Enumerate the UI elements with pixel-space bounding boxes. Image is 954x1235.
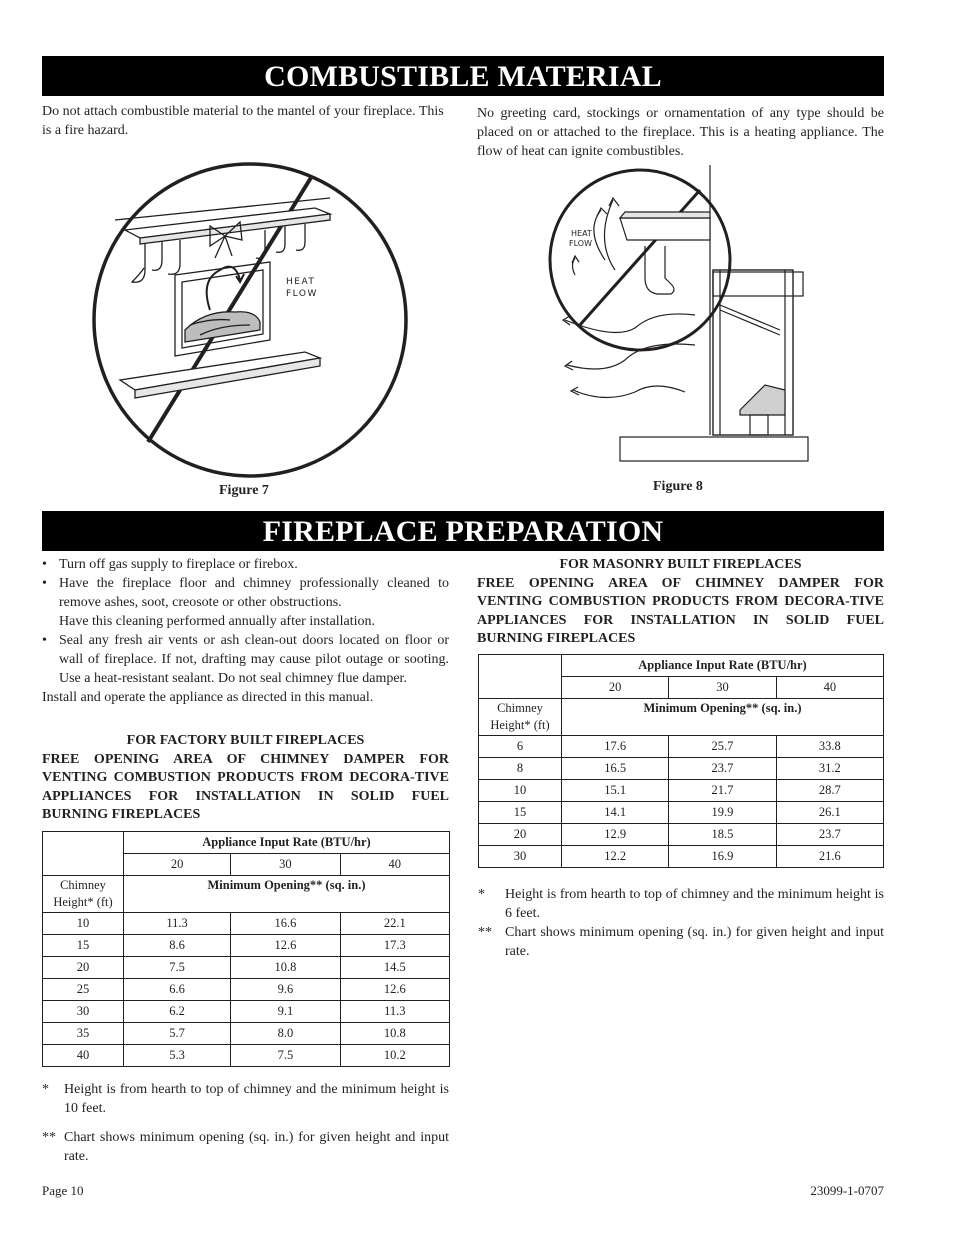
- bullet-item: [42, 574, 449, 631]
- svg-text:FLOW: FLOW: [286, 289, 318, 299]
- table-cell: 30: [479, 846, 562, 868]
- rate-cell: 20: [562, 677, 669, 699]
- table-cell: 20: [43, 957, 124, 979]
- table-cell: 22.1: [340, 913, 449, 935]
- masonry-heading: [477, 556, 884, 649]
- table-cell: 8.0: [231, 1023, 340, 1045]
- table-cell: 10: [43, 913, 124, 935]
- masonry-table: [478, 654, 884, 868]
- table-row: [479, 699, 884, 736]
- table-cell: 16.6: [231, 913, 340, 935]
- table-cell: 12.6: [340, 979, 449, 1001]
- bullet-item-subtext: Have this cleaning performed annually after installation.: [59, 614, 376, 629]
- table-row: [479, 824, 884, 846]
- footnote-text: Chart shows minimum opening (sq. in.) for given height and input rate.: [64, 1130, 449, 1164]
- height-header: Chimney Height* (ft): [479, 699, 562, 736]
- table-cell: 7.5: [124, 957, 231, 979]
- table-cell: [43, 832, 124, 876]
- figure-8-caption: Figure 8: [653, 479, 703, 494]
- masonry-notes: [478, 885, 884, 961]
- svg-text:FLOW: FLOW: [569, 239, 592, 248]
- table-cell: [479, 655, 562, 699]
- table-row: [43, 913, 450, 935]
- factory-notes: [42, 1080, 449, 1166]
- table-cell: 7.5: [231, 1045, 340, 1067]
- table-row: [479, 736, 884, 758]
- table-cell: 15: [479, 802, 562, 824]
- rate-cell: 40: [776, 677, 883, 699]
- table-cell: 14.1: [562, 802, 669, 824]
- table-row: [43, 832, 450, 854]
- footnote: [478, 923, 884, 961]
- table-cell: 12.2: [562, 846, 669, 868]
- footnote-text: Height is from hearth to top of chimney and the minimum height is 10 feet.: [64, 1082, 449, 1116]
- table-cell: 6.6: [124, 979, 231, 1001]
- table-cell: 10.8: [231, 957, 340, 979]
- table-cell: 5.7: [124, 1023, 231, 1045]
- table-row: [479, 758, 884, 780]
- table-cell: 23.7: [776, 824, 883, 846]
- table-row: [43, 935, 450, 957]
- table-cell: 5.3: [124, 1045, 231, 1067]
- table-cell: 17.3: [340, 935, 449, 957]
- factory-heading: [42, 732, 449, 825]
- svg-text:HEAT: HEAT: [571, 229, 592, 238]
- bullet-item-text: Have the fireplace floor and chimney professionally cleaned to remove ashes, soot, creosote or other obstructions.: [59, 576, 449, 610]
- table-cell: 10.8: [340, 1023, 449, 1045]
- table-cell: 28.7: [776, 780, 883, 802]
- table-cell: 14.5: [340, 957, 449, 979]
- factory-heading-body: FREE OPENING AREA OF CHIMNEY DAMPER FOR VENTING COMBUSTION PRODUCTS FROM DECORA-TIVE APPLIANCES FOR INSTALLATION IN SOLID FUEL BURNING FIREPLACES: [42, 751, 449, 822]
- page-number: Page 10: [42, 1183, 84, 1198]
- table-cell: 21.6: [776, 846, 883, 868]
- table-row: [43, 1023, 450, 1045]
- factory-table: [42, 831, 450, 1067]
- table-cell: 6: [479, 736, 562, 758]
- footnote-mark: *: [478, 887, 485, 902]
- rate-cell: 20: [124, 854, 231, 876]
- preparation-bullets: [42, 555, 449, 707]
- document-code: 23099-1-0707: [810, 1183, 884, 1198]
- table-cell: 15: [43, 935, 124, 957]
- table-row: [43, 1001, 450, 1023]
- rate-header: Appliance Input Rate (BTU/hr): [124, 832, 450, 854]
- bullet-item: • Turn off gas supply to fireplace or firebox.: [42, 555, 449, 574]
- height-header: Chimney Height* (ft): [43, 876, 124, 913]
- figure-7-caption: Figure 7: [219, 483, 269, 498]
- footnote: [42, 1128, 449, 1166]
- combustible-right-text: No greeting card, stockings or ornamentation of any type should be placed on or attached to the fireplace. This is a heating appliance. The flow of heat can ignite combustibles.: [477, 106, 884, 159]
- table-cell: 18.5: [669, 824, 776, 846]
- footnote-mark: **: [478, 925, 492, 940]
- combustible-left-text: Do not attach combustible material to the mantel of your fireplace. This is a fire hazard.: [42, 104, 444, 138]
- table-cell: 17.6: [562, 736, 669, 758]
- table-row: [43, 1045, 450, 1067]
- table-cell: 10: [479, 780, 562, 802]
- table-cell: 8.6: [124, 935, 231, 957]
- table-cell: 12.6: [231, 935, 340, 957]
- footnote-mark: **: [42, 1130, 56, 1145]
- factory-heading-title: FOR FACTORY BUILT FIREPLACES: [126, 733, 365, 748]
- table-cell: 8: [479, 758, 562, 780]
- table-row: [43, 979, 450, 1001]
- table-cell: 9.1: [231, 1001, 340, 1023]
- table-cell: 30: [43, 1001, 124, 1023]
- bullet-item: • Seal any fresh air vents or ash clean-out doors located on floor or wall of fireplace. If not, drafting may cause pilot outage or sooting. Use a heat-resistant sealant. Do not seal chimney flue damper.: [42, 631, 449, 688]
- footnote: [478, 885, 884, 923]
- table-cell: 11.3: [124, 913, 231, 935]
- table-cell: 31.2: [776, 758, 883, 780]
- footnote: [42, 1080, 449, 1118]
- table-cell: 23.7: [669, 758, 776, 780]
- footnote-mark: *: [42, 1082, 49, 1097]
- table-row: [479, 655, 884, 677]
- install-note: Install and operate the appliance as directed in this manual.: [42, 690, 374, 705]
- section-title-preparation: FIREPLACE PREPARATION: [42, 511, 884, 551]
- table-cell: 26.1: [776, 802, 883, 824]
- table-cell: 9.6: [231, 979, 340, 1001]
- table-cell: 11.3: [340, 1001, 449, 1023]
- table-cell: 15.1: [562, 780, 669, 802]
- table-cell: 21.7: [669, 780, 776, 802]
- table-cell: 16.9: [669, 846, 776, 868]
- table-cell: 19.9: [669, 802, 776, 824]
- masonry-heading-body: FREE OPENING AREA OF CHIMNEY DAMPER FOR VENTING COMBUSTION PRODUCTS FROM DECORA-TIVE APPLIANCES FOR INSTALLATION IN SOLID FUEL BURNING FIREPLACES: [477, 575, 884, 646]
- table-cell: 16.5: [562, 758, 669, 780]
- min-opening-header: Minimum Opening** (sq. in.): [124, 876, 450, 913]
- table-row: [479, 780, 884, 802]
- table-cell: 6.2: [124, 1001, 231, 1023]
- footnote-text: Height is from hearth to top of chimney and the minimum height is 6 feet.: [505, 887, 884, 921]
- svg-text:HEAT: HEAT: [286, 277, 316, 287]
- table-row: [43, 876, 450, 913]
- figure-7-illustration: [60, 160, 440, 490]
- table-row: [479, 846, 884, 868]
- table-cell: 20: [479, 824, 562, 846]
- table-cell: 33.8: [776, 736, 883, 758]
- table-row: [479, 802, 884, 824]
- min-opening-header: Minimum Opening** (sq. in.): [562, 699, 884, 736]
- table-cell: 40: [43, 1045, 124, 1067]
- table-row: [43, 957, 450, 979]
- table-cell: 25.7: [669, 736, 776, 758]
- section-title-combustible: COMBUSTIBLE MATERIAL: [42, 56, 884, 96]
- footnote-text: Chart shows minimum opening (sq. in.) for given height and input rate.: [505, 925, 884, 959]
- table-cell: 12.9: [562, 824, 669, 846]
- table-cell: 25: [43, 979, 124, 1001]
- rate-cell: 40: [340, 854, 449, 876]
- rate-cell: 30: [669, 677, 776, 699]
- rate-cell: 30: [231, 854, 340, 876]
- table-cell: 10.2: [340, 1045, 449, 1067]
- table-cell: 35: [43, 1023, 124, 1045]
- rate-header: Appliance Input Rate (BTU/hr): [562, 655, 884, 677]
- masonry-heading-title: FOR MASONRY BUILT FIREPLACES: [559, 557, 802, 572]
- figure-8-illustration: [545, 160, 825, 470]
